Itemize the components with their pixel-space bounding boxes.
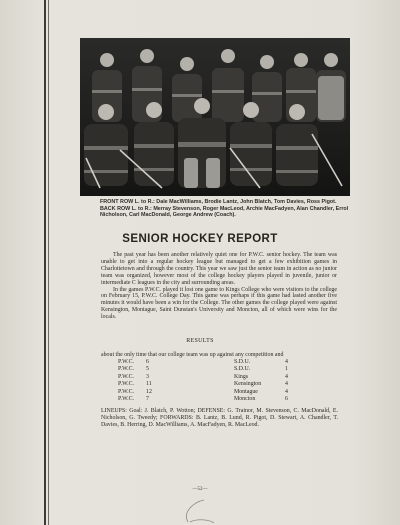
- front-row-label: FRONT ROW L. to R.:: [100, 199, 155, 205]
- team-photo: [80, 38, 350, 196]
- home-team: P.W.C.: [118, 366, 134, 373]
- away-team: Kings: [234, 373, 249, 380]
- away-score: 4: [285, 373, 288, 380]
- caption-front-row: [100, 199, 362, 206]
- results-heading: RESULTS: [186, 338, 214, 344]
- result-row: [118, 389, 295, 396]
- home-team: P.W.C.: [118, 381, 134, 388]
- result-row: [118, 359, 295, 366]
- page-number: —52—: [192, 487, 208, 492]
- body-paragraph: The past year has been another relatively quiet one for P.W.C. senior hockey. The team was unable to get into a regular hockey league but managed to get a few exhibition games in Charlottetown and through the country. This year we saw just the senior team in action as no junior team was organized, however most of the college hockey players played in juvenile, junior or intermediate C leagues in the city and surrounding areas.: [101, 252, 337, 286]
- results-table: [118, 359, 295, 404]
- away-team: S.D.U.: [234, 359, 251, 365]
- back-row-names: Merray Stevenson, Roger MacLeod, Archie MacFadyen, Alan Chandler, Errol Nicholson, Carl MacDonald, George Andrew (Coach).: [100, 205, 349, 219]
- results-intro: about the only time that our college team was up against any competition and: [101, 352, 284, 358]
- home-score: 5: [146, 366, 149, 373]
- result-row: [118, 396, 295, 403]
- away-score: 4: [285, 359, 288, 365]
- body-paragraph: In the games P.W.C. played it lost one game to Kings College who were visitors to the college on February 15, P.W.C. College Day. This game was perhaps if this game had lasted another five minutes it would have been a win for the College. The other games the college played were against Kensington, Montague, Saint Dunstan's University and Moncton, all of which were wins for the locals.: [101, 286, 337, 321]
- report-body: [101, 252, 337, 321]
- away-score: 4: [285, 388, 288, 395]
- home-team: P.W.C.: [118, 388, 134, 395]
- lineups-text: LINEUPS: Goal: J. Blatch, P. Wotton; DEFENSE: G. Trainor, M. Stevenson, C. MacDonald, E. Nicholson, G. Tweedy; FORWARDS: B. Lantz, B. Lund, R. Pigot, D. Stewart, A. Chandler, T. Davies, B. Herring, D. MacWilliams, A. MacFadyen, R. MacLeod.: [101, 408, 338, 428]
- home-score: 7: [146, 396, 149, 403]
- binding-edge-line: [44, 0, 46, 525]
- home-team: P.W.C.: [118, 396, 134, 403]
- home-score: 6: [146, 359, 149, 365]
- away-score: 6: [285, 396, 288, 403]
- home-score: 12: [146, 388, 152, 395]
- home-team: P.W.C.: [118, 359, 134, 365]
- away-team: Montague: [234, 388, 258, 395]
- away-team: Moncton: [234, 396, 256, 403]
- home-team: P.W.C.: [118, 373, 134, 380]
- away-score: 4: [285, 381, 288, 388]
- result-row: [118, 366, 295, 373]
- away-team: Kensington: [234, 381, 262, 388]
- home-score: 3: [146, 373, 149, 380]
- front-row-names: Dale MacWilliams, Brodie Lantz, John Blatch, Tom Davies, Ross Pigot.: [156, 199, 337, 205]
- back-row-label: BACK ROW L. to R.:: [100, 205, 152, 212]
- result-row: [118, 374, 295, 381]
- decorative-swirl-icon: [180, 498, 220, 524]
- photo-caption: [100, 199, 362, 219]
- caption-back-row: [100, 206, 362, 219]
- away-score: 1: [285, 366, 288, 373]
- away-team: S.D.U.: [234, 366, 251, 373]
- binding-edge-line-thin: [48, 0, 49, 525]
- home-score: 11: [146, 381, 152, 388]
- result-row: [118, 381, 295, 388]
- report-title: SENIOR HOCKEY REPORT: [122, 233, 278, 245]
